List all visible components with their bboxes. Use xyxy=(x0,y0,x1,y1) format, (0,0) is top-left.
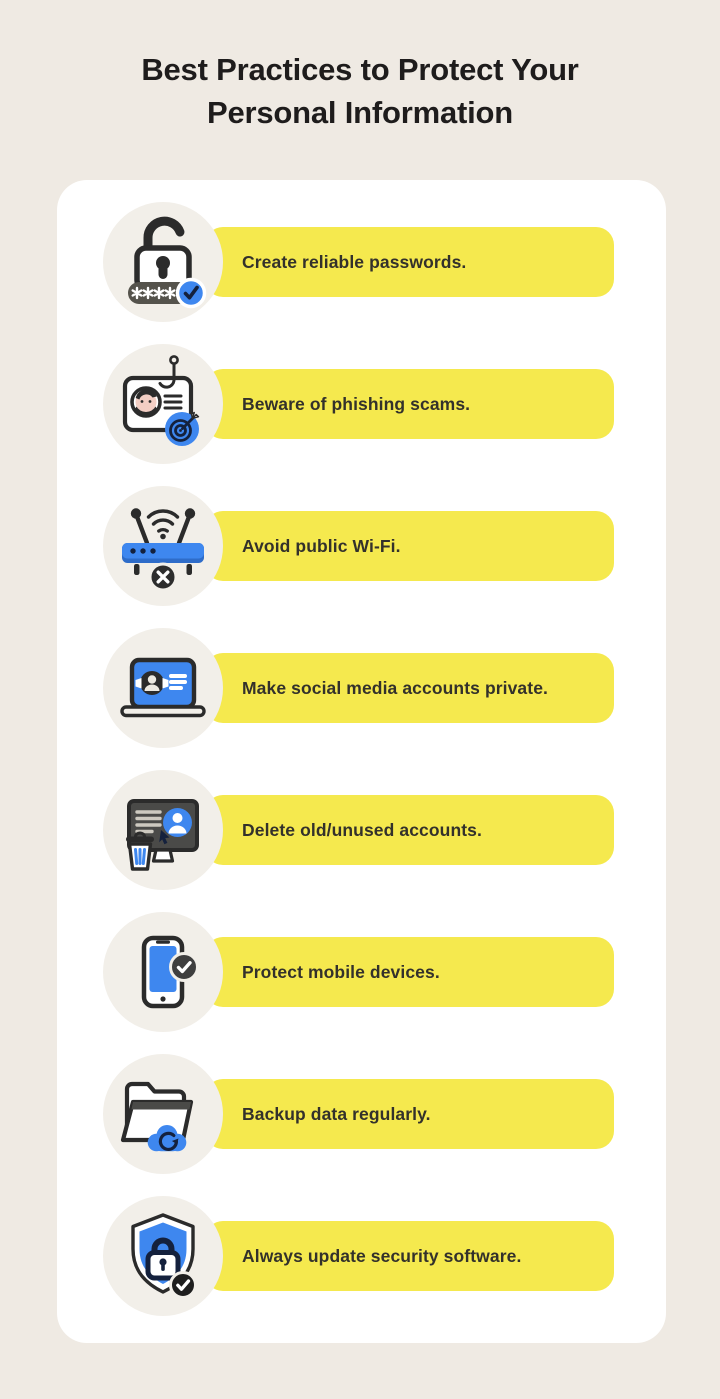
practice-row-social xyxy=(57,617,666,759)
practice-pill xyxy=(205,511,614,581)
practice-label: Always update security software. xyxy=(242,1245,522,1266)
practice-row-passwords xyxy=(57,191,666,333)
practice-label: Beware of phishing scams. xyxy=(242,393,471,414)
practice-pill xyxy=(205,795,614,865)
practice-label: Delete old/unused accounts. xyxy=(242,819,482,840)
practice-row-delete xyxy=(57,759,666,901)
folder-cloud-backup-icon xyxy=(103,1054,223,1174)
practice-row-backup xyxy=(57,1043,666,1185)
practice-label: Create reliable passwords. xyxy=(242,251,467,272)
practice-row-update xyxy=(57,1185,666,1327)
practice-label: Protect mobile devices. xyxy=(242,961,440,982)
practice-row-wifi xyxy=(57,475,666,617)
practice-pill xyxy=(205,1079,614,1149)
monitor-trash-icon xyxy=(103,770,223,890)
practice-pill xyxy=(205,653,614,723)
wifi-router-blocked-icon xyxy=(103,486,223,606)
shield-lock-check-icon xyxy=(103,1196,223,1316)
password-lock-icon xyxy=(103,202,223,322)
practice-pill xyxy=(205,227,614,297)
practice-pill xyxy=(205,369,614,439)
content-card xyxy=(57,180,666,1343)
infographic-title: Best Practices to Protect Your Personal Information xyxy=(141,52,579,131)
practice-label: Backup data regularly. xyxy=(242,1103,431,1124)
laptop-social-profile-icon xyxy=(103,628,223,748)
phishing-id-card-icon xyxy=(103,344,223,464)
practice-pill xyxy=(205,1221,614,1291)
practice-row-phishing xyxy=(57,333,666,475)
mobile-check-icon xyxy=(103,912,223,1032)
practice-row-mobile xyxy=(57,901,666,1043)
practice-pill xyxy=(205,937,614,1007)
practice-label: Make social media accounts private. xyxy=(242,677,548,698)
practice-label: Avoid public Wi-Fi. xyxy=(242,535,401,556)
